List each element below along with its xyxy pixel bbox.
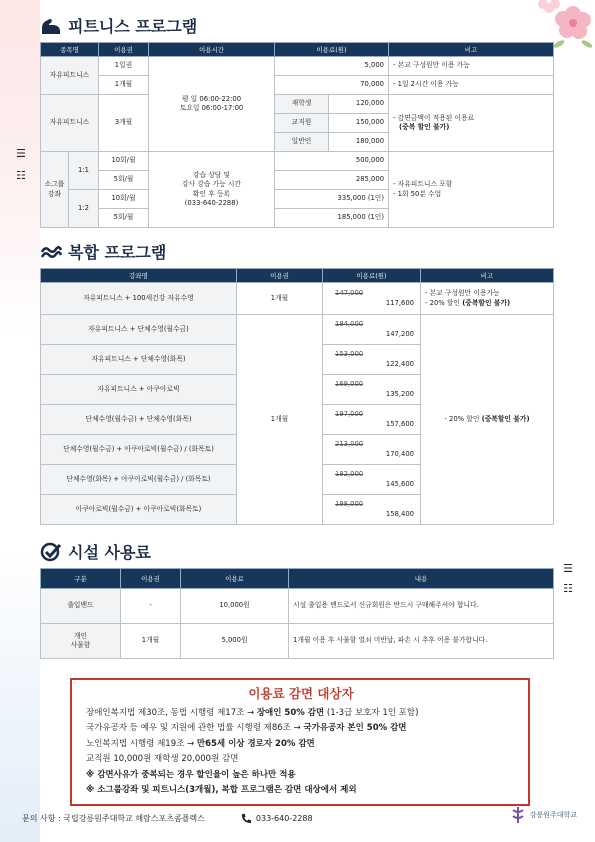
- hours-cell: 평 일 06:00-22:00 토요일 06:00-17:00: [149, 57, 275, 152]
- col-header: 이용권: [99, 43, 149, 57]
- pass-cell: -: [121, 589, 181, 624]
- phone-icon: [241, 813, 252, 824]
- price-cell: 500,000: [275, 152, 389, 171]
- discount-line: 장애인복지법 제30조, 동법 시행령 제17조 → 장애인 50% 감면 (1-3급 보호자 1인 포함): [86, 708, 419, 718]
- price-cell: 169,000 135,200: [323, 375, 421, 405]
- trigram-icon: ☰: [16, 147, 26, 160]
- course-name: 단체수영(월수금) + 아쿠아로빅(월수금) / (화목토): [41, 435, 237, 465]
- program-name: 소그룹 강좌: [41, 152, 69, 228]
- university-emblem-icon: [510, 806, 526, 824]
- member-type: 재학생: [275, 95, 329, 114]
- desc-cell: 1개월 이용 후 사물함 열쇠 미반납, 파손 시 추후 이용 불가합니다.: [289, 624, 554, 659]
- col-header: 구분: [41, 569, 121, 589]
- pass-cell: 3개월: [99, 95, 149, 152]
- course-name: 단체수영(월수금) + 단체수영(화목): [41, 405, 237, 435]
- col-header: 이용료(원): [275, 43, 389, 57]
- col-header: 종목명: [41, 43, 99, 57]
- col-header: 이용시간: [149, 43, 275, 57]
- trigram-icon: ☰: [563, 562, 573, 575]
- pass-cell: 1일권: [99, 57, 149, 76]
- check-circle-icon: [40, 542, 62, 562]
- price-cell: 213,000 170,400: [323, 435, 421, 465]
- member-type: 교직원: [275, 114, 329, 133]
- pass-cell: 5회/월: [99, 171, 149, 190]
- col-header: 이용료(원): [323, 269, 421, 283]
- price-cell: 70,000: [275, 76, 389, 95]
- trigram-icon: ☷: [563, 582, 573, 595]
- discount-line: 교직원 10,000원 재학생 20,000원 감면: [86, 754, 239, 765]
- col-header: 이용권: [237, 269, 323, 283]
- facility-table: [40, 568, 554, 659]
- member-type: 일반인: [275, 133, 329, 152]
- university-logo: 강릉원주대학교: [510, 806, 577, 824]
- arm-flex-icon: [40, 16, 62, 36]
- desc-cell: 시설 출입용 밴드로서 신규회원은 반드시 구매해주셔야 합니다.: [289, 589, 554, 624]
- col-header: 이용권: [121, 569, 181, 589]
- price-cell: 335,000 (1인): [275, 190, 389, 209]
- price-cell: 120,000: [329, 95, 389, 114]
- price-cell: 147,000 117,600: [323, 283, 421, 315]
- program-name: 자유피트니스: [41, 95, 99, 152]
- discount-line: 국가유공자 등 예우 및 지원에 관한 법률 시행령 제86조 → 국가유공자 본인 50% 감면: [86, 723, 407, 734]
- price-cell: 198,000 158,400: [323, 495, 421, 525]
- price-cell: 184,000 147,200: [323, 315, 421, 345]
- discount-box: [70, 678, 530, 806]
- facility-name: 출입밴드: [41, 589, 121, 624]
- note-cell: - 1일 2시간 이용 가능: [389, 76, 554, 95]
- contact-text: 문의 사항 : 국립강릉원주대학교 해람스포츠콤플렉스: [22, 814, 205, 823]
- facility-name: 개인 사물함: [41, 624, 121, 659]
- pass-cell: 5회/월: [99, 209, 149, 228]
- trigram-icon: ☷: [16, 169, 26, 182]
- col-header: 강좌명: [41, 269, 237, 283]
- pass-cell: 10회/월: [99, 190, 149, 209]
- col-header: 비고: [389, 43, 554, 57]
- phone-number: 033-640-2288: [255, 814, 313, 823]
- swim-wave-icon: [40, 242, 62, 262]
- course-name: 자유피트니스 + 100세건강 자유수영: [41, 283, 237, 315]
- lesson-type: 1:1: [69, 152, 99, 190]
- pass-cell: 1개월: [237, 315, 323, 525]
- discount-line: 노인복지법 시행령 제19조 → 만65세 이상 경로자 20% 감면: [86, 738, 315, 749]
- note-cell: - 자유피트니스 포함 - 1회 50분 수업: [389, 152, 554, 228]
- price-cell: 5,000원: [181, 624, 289, 659]
- discount-title: 이용료 감면 대상자: [248, 686, 354, 701]
- note-cell: - 본교 구성원만 이용가능 - 20% 할인 (중복할인 불가): [421, 283, 554, 315]
- discount-line: ※ 소그룹강좌 및 피트니스(3개월), 복합 프로그램은 감면 대상에서 제외: [86, 785, 357, 796]
- pass-cell: 10회/월: [99, 152, 149, 171]
- combo-section-title: 복합 프로그램: [40, 240, 166, 263]
- course-name: 아쿠아로빅(월수금) + 아쿠아로빅(화목토): [41, 495, 237, 525]
- facility-section-title: 시설 사용료: [40, 540, 151, 563]
- price-cell: 150,000: [329, 114, 389, 133]
- phone-group: [241, 813, 313, 824]
- price-cell: 153,000 122,400: [323, 345, 421, 375]
- price-cell: 285,000: [275, 171, 389, 190]
- col-header: 이용료: [181, 569, 289, 589]
- course-name: 단체수영(화목) + 아쿠아로빅(월수금) / (화목토): [41, 465, 237, 495]
- note-cell: - 본교 구성원만 이용 가능: [389, 57, 554, 76]
- pass-cell: 1개월: [99, 76, 149, 95]
- price-cell: 180,000: [329, 133, 389, 152]
- note-cell: - 감면금액이 적용된 이용료 (중복 할인 불가): [389, 95, 554, 152]
- left-gradient-decoration: [0, 0, 40, 842]
- price-cell: 10,000원: [181, 589, 289, 624]
- price-cell: 197,000 157,600: [323, 405, 421, 435]
- course-name: 자유피트니스 + 단체수영(화목): [41, 345, 237, 375]
- course-name: 자유피트니스 + 단체수영(월수금): [41, 315, 237, 345]
- discount-line: ※ 감면사유가 중복되는 경우 할인율이 높은 하나만 적용: [86, 769, 296, 780]
- pass-cell: 1개월: [121, 624, 181, 659]
- price-cell: 5,000: [275, 57, 389, 76]
- price-cell: 185,000 (1인): [275, 209, 389, 228]
- hours-cell: 강습 상담 및 강사 강습 가능 시간 확인 후 등록 (033-640-2288): [149, 152, 275, 228]
- fitness-table: [40, 42, 554, 228]
- note-cell: - 20% 할인 (중복할인 불가): [421, 315, 554, 525]
- lesson-type: 1:2: [69, 190, 99, 228]
- col-header: 비고: [421, 269, 554, 283]
- price-cell: 182,000 145,600: [323, 465, 421, 495]
- combo-table: [40, 268, 554, 525]
- course-name: 자유피트니스 + 아쿠아로빅: [41, 375, 237, 405]
- program-name: 자유피트니스: [41, 57, 99, 95]
- fitness-section-title: 피트니스 프로그램: [40, 14, 197, 37]
- footer: [22, 813, 313, 824]
- pass-cell: 1개월: [237, 283, 323, 315]
- col-header: 내용: [289, 569, 554, 589]
